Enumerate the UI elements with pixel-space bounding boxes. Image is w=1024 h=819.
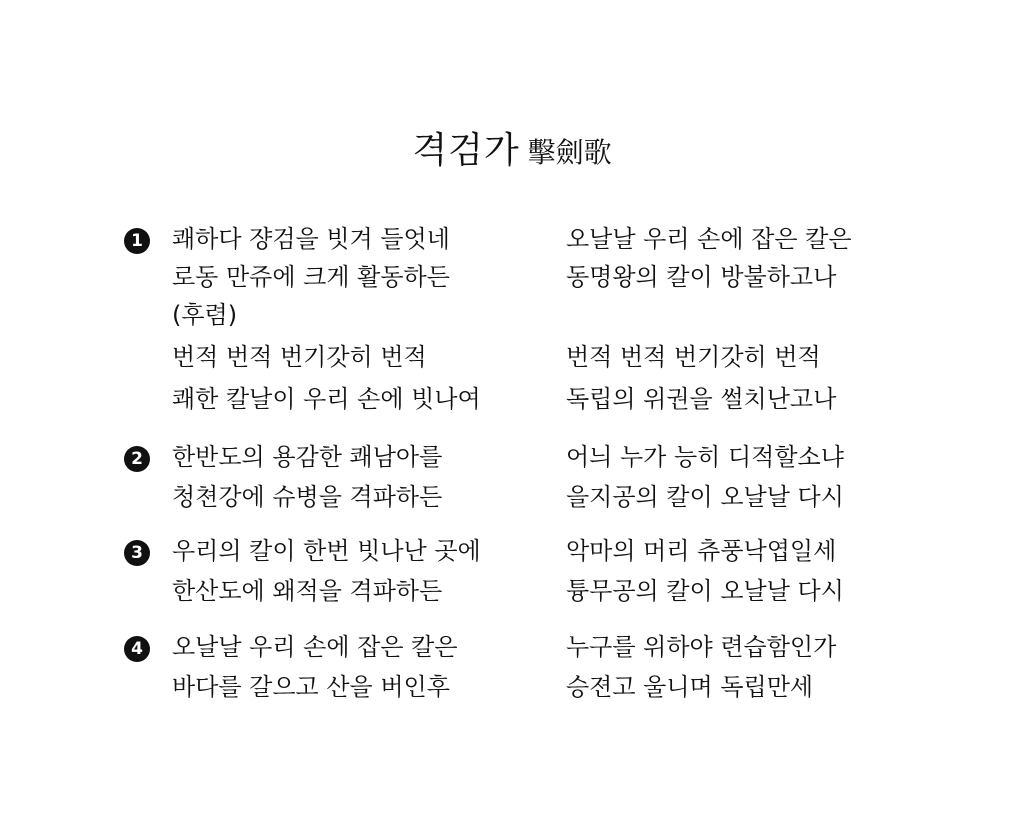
lyric-line: 한반도의 용감한 쾌남아를 xyxy=(172,443,443,471)
lyric-line: 번적 번적 번기갓히 번적 xyxy=(172,343,427,371)
lyric-line: 독립의 위권을 썰치난고나 xyxy=(566,385,837,413)
lyric-line: 쾌한 칼날이 우리 손에 빗나여 xyxy=(172,385,481,413)
lyric-line: 어늬 누가 능히 디적할소냐 xyxy=(566,443,844,471)
lyric-line: 악마의 머리 츄풍낙엽일세 xyxy=(566,537,837,565)
lyric-line: 튱무공의 칼이 오날날 다시 xyxy=(566,577,844,605)
lyric-line: 바다를 갈으고 산을 버인후 xyxy=(172,673,450,701)
song-title xyxy=(0,122,1024,173)
lyric-line: 오날날 우리 손에 잡은 칼은 xyxy=(172,633,458,661)
lyric-line: 우리의 칼이 한번 빗나난 곳에 xyxy=(172,537,481,565)
lyric-line: 로동 만쥬에 크게 활동하든 xyxy=(172,263,450,291)
lyric-line: 누구를 위하야 련습함인가 xyxy=(566,633,837,661)
lyric-line: 동명왕의 칼이 방불하고나 xyxy=(566,263,837,291)
lyric-line: 쾌하다 쟝검을 빗겨 들엇네 xyxy=(172,225,450,253)
stanza-number-badge: 1 xyxy=(124,228,150,254)
title-korean: 격검가 xyxy=(412,130,520,171)
chorus-label: (후렴) xyxy=(172,301,238,329)
lyric-line: 을지공의 칼이 오날날 다시 xyxy=(566,483,844,511)
lyric-line: 한산도에 왜적을 격파하든 xyxy=(172,577,443,605)
title-hanja: 擊劍歌 xyxy=(527,136,612,169)
lyric-line: 번적 번적 번기갓히 번적 xyxy=(566,343,821,371)
stanza-number-badge: 2 xyxy=(124,446,150,472)
stanza-number-badge: 3 xyxy=(124,540,150,566)
lyric-line: 오날날 우리 손에 잡은 칼은 xyxy=(566,225,852,253)
lyric-line: 청쳔강에 슈병을 격파하든 xyxy=(172,483,443,511)
lyric-line: 승젼고 울니며 독립만세 xyxy=(566,673,814,701)
stanza-number-badge: 4 xyxy=(124,636,150,662)
